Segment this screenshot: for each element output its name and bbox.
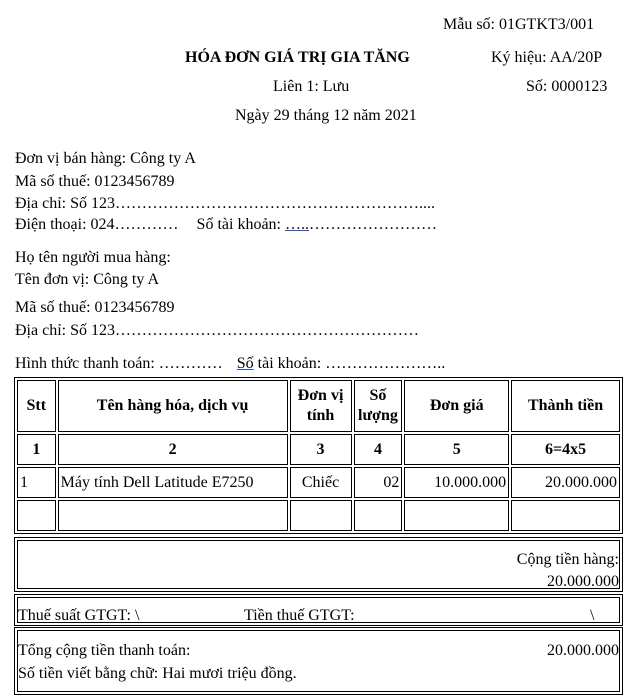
buyer-address: Địa chỉ: Số 123…………………………………………………: [15, 322, 419, 339]
invoice-number: Số: 0000123: [526, 78, 608, 95]
cell-unit-price: 10.000.000: [404, 467, 509, 498]
items-table: [14, 377, 623, 534]
subtotal-label: Cộng tiền hàng:: [516, 551, 619, 568]
vat-amount-value: \: [590, 607, 595, 624]
empty-cell: [404, 500, 509, 531]
table-row: [17, 467, 620, 498]
invoice-copy: Liên 1: Lưu: [273, 78, 350, 95]
col-header-quantity: Số lượng: [354, 380, 403, 432]
index-cell: 2: [58, 434, 288, 465]
index-cell: 1: [17, 434, 56, 465]
invoice-title: HÓA ĐƠN GIÁ TRỊ GIA TĂNG: [185, 49, 410, 66]
vat-rate: Thuế suất GTGT: \: [18, 607, 140, 624]
payment-line: [15, 354, 445, 374]
form-code: Mẫu số: 01GTKT3/001: [443, 16, 595, 33]
seller-account-label: Số tài khoản:: [196, 216, 281, 233]
amount-in-words: Số tiền viết bằng chữ: Hai mươi triệu đồng.: [18, 665, 297, 682]
vat-amount-label: Tiền thuế GTGT:: [244, 607, 355, 624]
grand-total-box: [14, 627, 623, 695]
vat-box: [14, 594, 623, 626]
invoice-symbol: Ký hiệu: AA/20P: [491, 49, 603, 66]
subtotal-box: [14, 537, 623, 592]
index-cell: 6=4x5: [511, 434, 620, 465]
table-header-row: [17, 380, 620, 432]
index-cell: 4: [354, 434, 403, 465]
empty-cell: [17, 500, 56, 531]
empty-cell: [354, 500, 403, 531]
cell-amount: 20.000.000: [511, 467, 620, 498]
empty-cell: [511, 500, 620, 531]
cell-item: Máy tính Dell Latitude E7250: [58, 467, 288, 498]
buyer-unit: Tên đơn vị: Công ty A: [15, 271, 160, 288]
col-header-unit-price: Đơn giá: [404, 380, 509, 432]
seller-name: Đơn vị bán hàng: Công ty A: [15, 150, 196, 167]
cell-unit: Chiếc: [290, 467, 352, 498]
index-cell: 5: [404, 434, 509, 465]
grand-total-value: 20.000.000: [547, 642, 619, 659]
col-header-unit: Đơn vị tính: [290, 380, 352, 432]
table-index-row: [17, 434, 620, 465]
invoice-date: Ngày 29 tháng 12 năm 2021: [235, 107, 417, 124]
grand-total-label: Tổng cộng tiền thanh toán:: [18, 642, 191, 659]
buyer-person: Họ tên người mua hàng:: [15, 249, 171, 266]
payment-method: Hình thức thanh toán: …………: [15, 355, 223, 372]
empty-cell: [58, 500, 288, 531]
seller-account-dots: ……………………: [308, 216, 437, 233]
cell-stt: 1: [17, 467, 56, 498]
buyer-tax-code: Mã số thuế: 0123456789: [15, 299, 175, 316]
subtotal-value: 20.000.000: [547, 573, 619, 590]
seller-address: Địa chỉ: Số 123…………………………………………………....: [15, 195, 435, 212]
col-header-amount: Thành tiền: [511, 380, 620, 432]
col-header-stt: Stt: [17, 380, 56, 432]
col-header-item: Tên hàng hóa, dịch vụ: [58, 380, 288, 432]
table-row-empty: [17, 500, 620, 531]
seller-phone: Điện thoại: 024…………: [15, 216, 179, 233]
seller-phone-line: [15, 215, 437, 235]
buyer-account-word[interactable]: Số: [236, 355, 254, 372]
cell-quantity: 02: [354, 467, 403, 498]
index-cell: 3: [290, 434, 352, 465]
seller-tax-code: Mã số thuế: 0123456789: [15, 173, 175, 190]
seller-account-link[interactable]: …..: [284, 216, 309, 233]
buyer-account-rest: tài khoản: …………………..: [257, 355, 446, 372]
empty-cell: [290, 500, 352, 531]
